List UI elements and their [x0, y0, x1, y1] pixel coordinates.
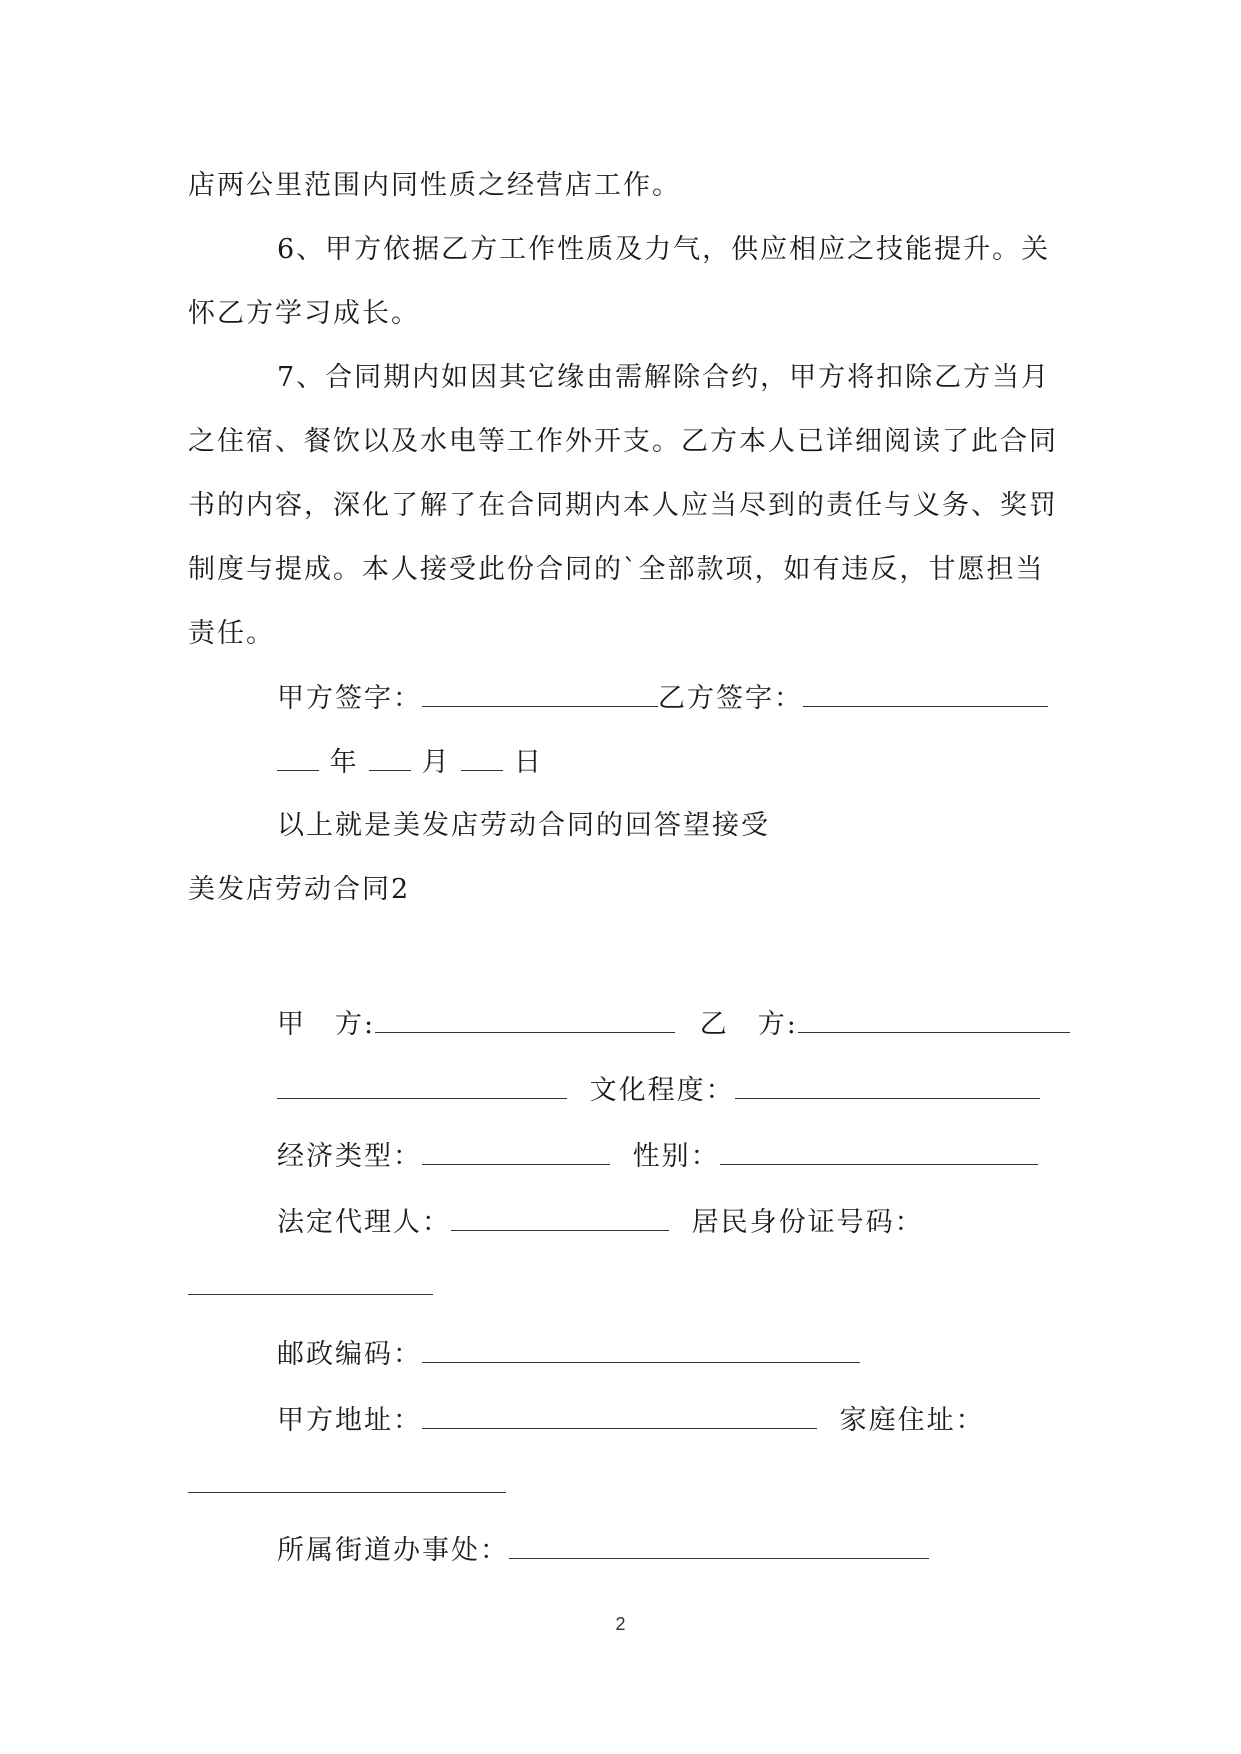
subdistrict-label: 所属街道办事处：	[277, 1535, 509, 1566]
gender-field[interactable]	[720, 1138, 1038, 1165]
education-label: 文化程度：	[589, 1075, 735, 1106]
parties-line	[277, 1006, 1070, 1043]
economic-type-line	[277, 1138, 1038, 1175]
education-field[interactable]	[735, 1072, 1040, 1099]
home-address-field[interactable]	[188, 1492, 506, 1493]
party-a-label: 甲 方:	[277, 1009, 376, 1040]
postal-code-label: 邮政编码：	[277, 1339, 422, 1370]
month-blank[interactable]	[369, 744, 411, 771]
paragraph-line: 制度与提成。本人接受此份合同的`全部款项，如有违反，甘愿担当	[188, 554, 1045, 585]
blank-field[interactable]	[277, 1072, 567, 1099]
section-title: 美发店劳动合同2	[188, 874, 411, 905]
subdistrict-line	[277, 1532, 929, 1569]
page-number: 2	[615, 1614, 626, 1634]
paragraph-line: 店两公里范围内同性质之经营店工作。	[188, 170, 681, 201]
signature-line	[277, 680, 1048, 717]
id-number-label: 居民身份证号码：	[691, 1207, 924, 1238]
postal-code-field[interactable]	[422, 1336, 860, 1363]
paragraph-line: 7、合同期内如因其它缘由需解除合约，甲方将扣除乙方当月	[277, 362, 1051, 393]
legal-rep-label: 法定代理人：	[277, 1207, 451, 1238]
day-label: 日	[513, 747, 543, 778]
day-blank[interactable]	[461, 744, 503, 771]
address-line	[277, 1402, 985, 1439]
legal-rep-line	[277, 1204, 924, 1241]
paragraph-line: 6、甲方依据乙方工作性质及力气，供应相应之技能提升。关	[277, 234, 1051, 265]
party-a-signature-label: 甲方签字：	[277, 683, 422, 714]
party-b-label: 乙 方:	[699, 1009, 798, 1040]
closing-line: 以上就是美发店劳动合同的回答望接受	[277, 810, 770, 841]
party-a-signature-blank[interactable]	[422, 680, 658, 707]
party-b-field[interactable]	[798, 1006, 1070, 1033]
party-a-field[interactable]	[375, 1006, 675, 1033]
month-label: 月	[421, 747, 451, 778]
economic-type-label: 经济类型：	[277, 1141, 422, 1172]
date-line	[277, 744, 543, 781]
id-number-field[interactable]	[188, 1294, 433, 1295]
year-label: 年	[329, 747, 359, 778]
party-b-signature-label: 乙方签字：	[658, 683, 803, 714]
education-line	[277, 1072, 1040, 1109]
party-a-address-label: 甲方地址：	[277, 1405, 422, 1436]
paragraph-line: 责任。	[188, 618, 275, 649]
paragraph-line: 之住宿、餐饮以及水电等工作外开支。乙方本人已详细阅读了此合同	[188, 426, 1058, 457]
gender-label: 性别：	[632, 1141, 720, 1172]
subdistrict-field[interactable]	[509, 1532, 929, 1559]
economic-type-field[interactable]	[422, 1138, 610, 1165]
party-a-address-field[interactable]	[422, 1402, 817, 1429]
home-address-label: 家庭住址：	[839, 1405, 985, 1436]
paragraph-line: 书的内容，深化了解了在合同期内本人应当尽到的责任与义务、奖罚	[188, 490, 1058, 521]
year-blank[interactable]	[277, 744, 319, 771]
legal-rep-field[interactable]	[451, 1204, 669, 1231]
postal-code-line	[277, 1336, 860, 1373]
paragraph-line: 怀乙方学习成长。	[188, 298, 420, 329]
party-b-signature-blank[interactable]	[803, 680, 1048, 707]
